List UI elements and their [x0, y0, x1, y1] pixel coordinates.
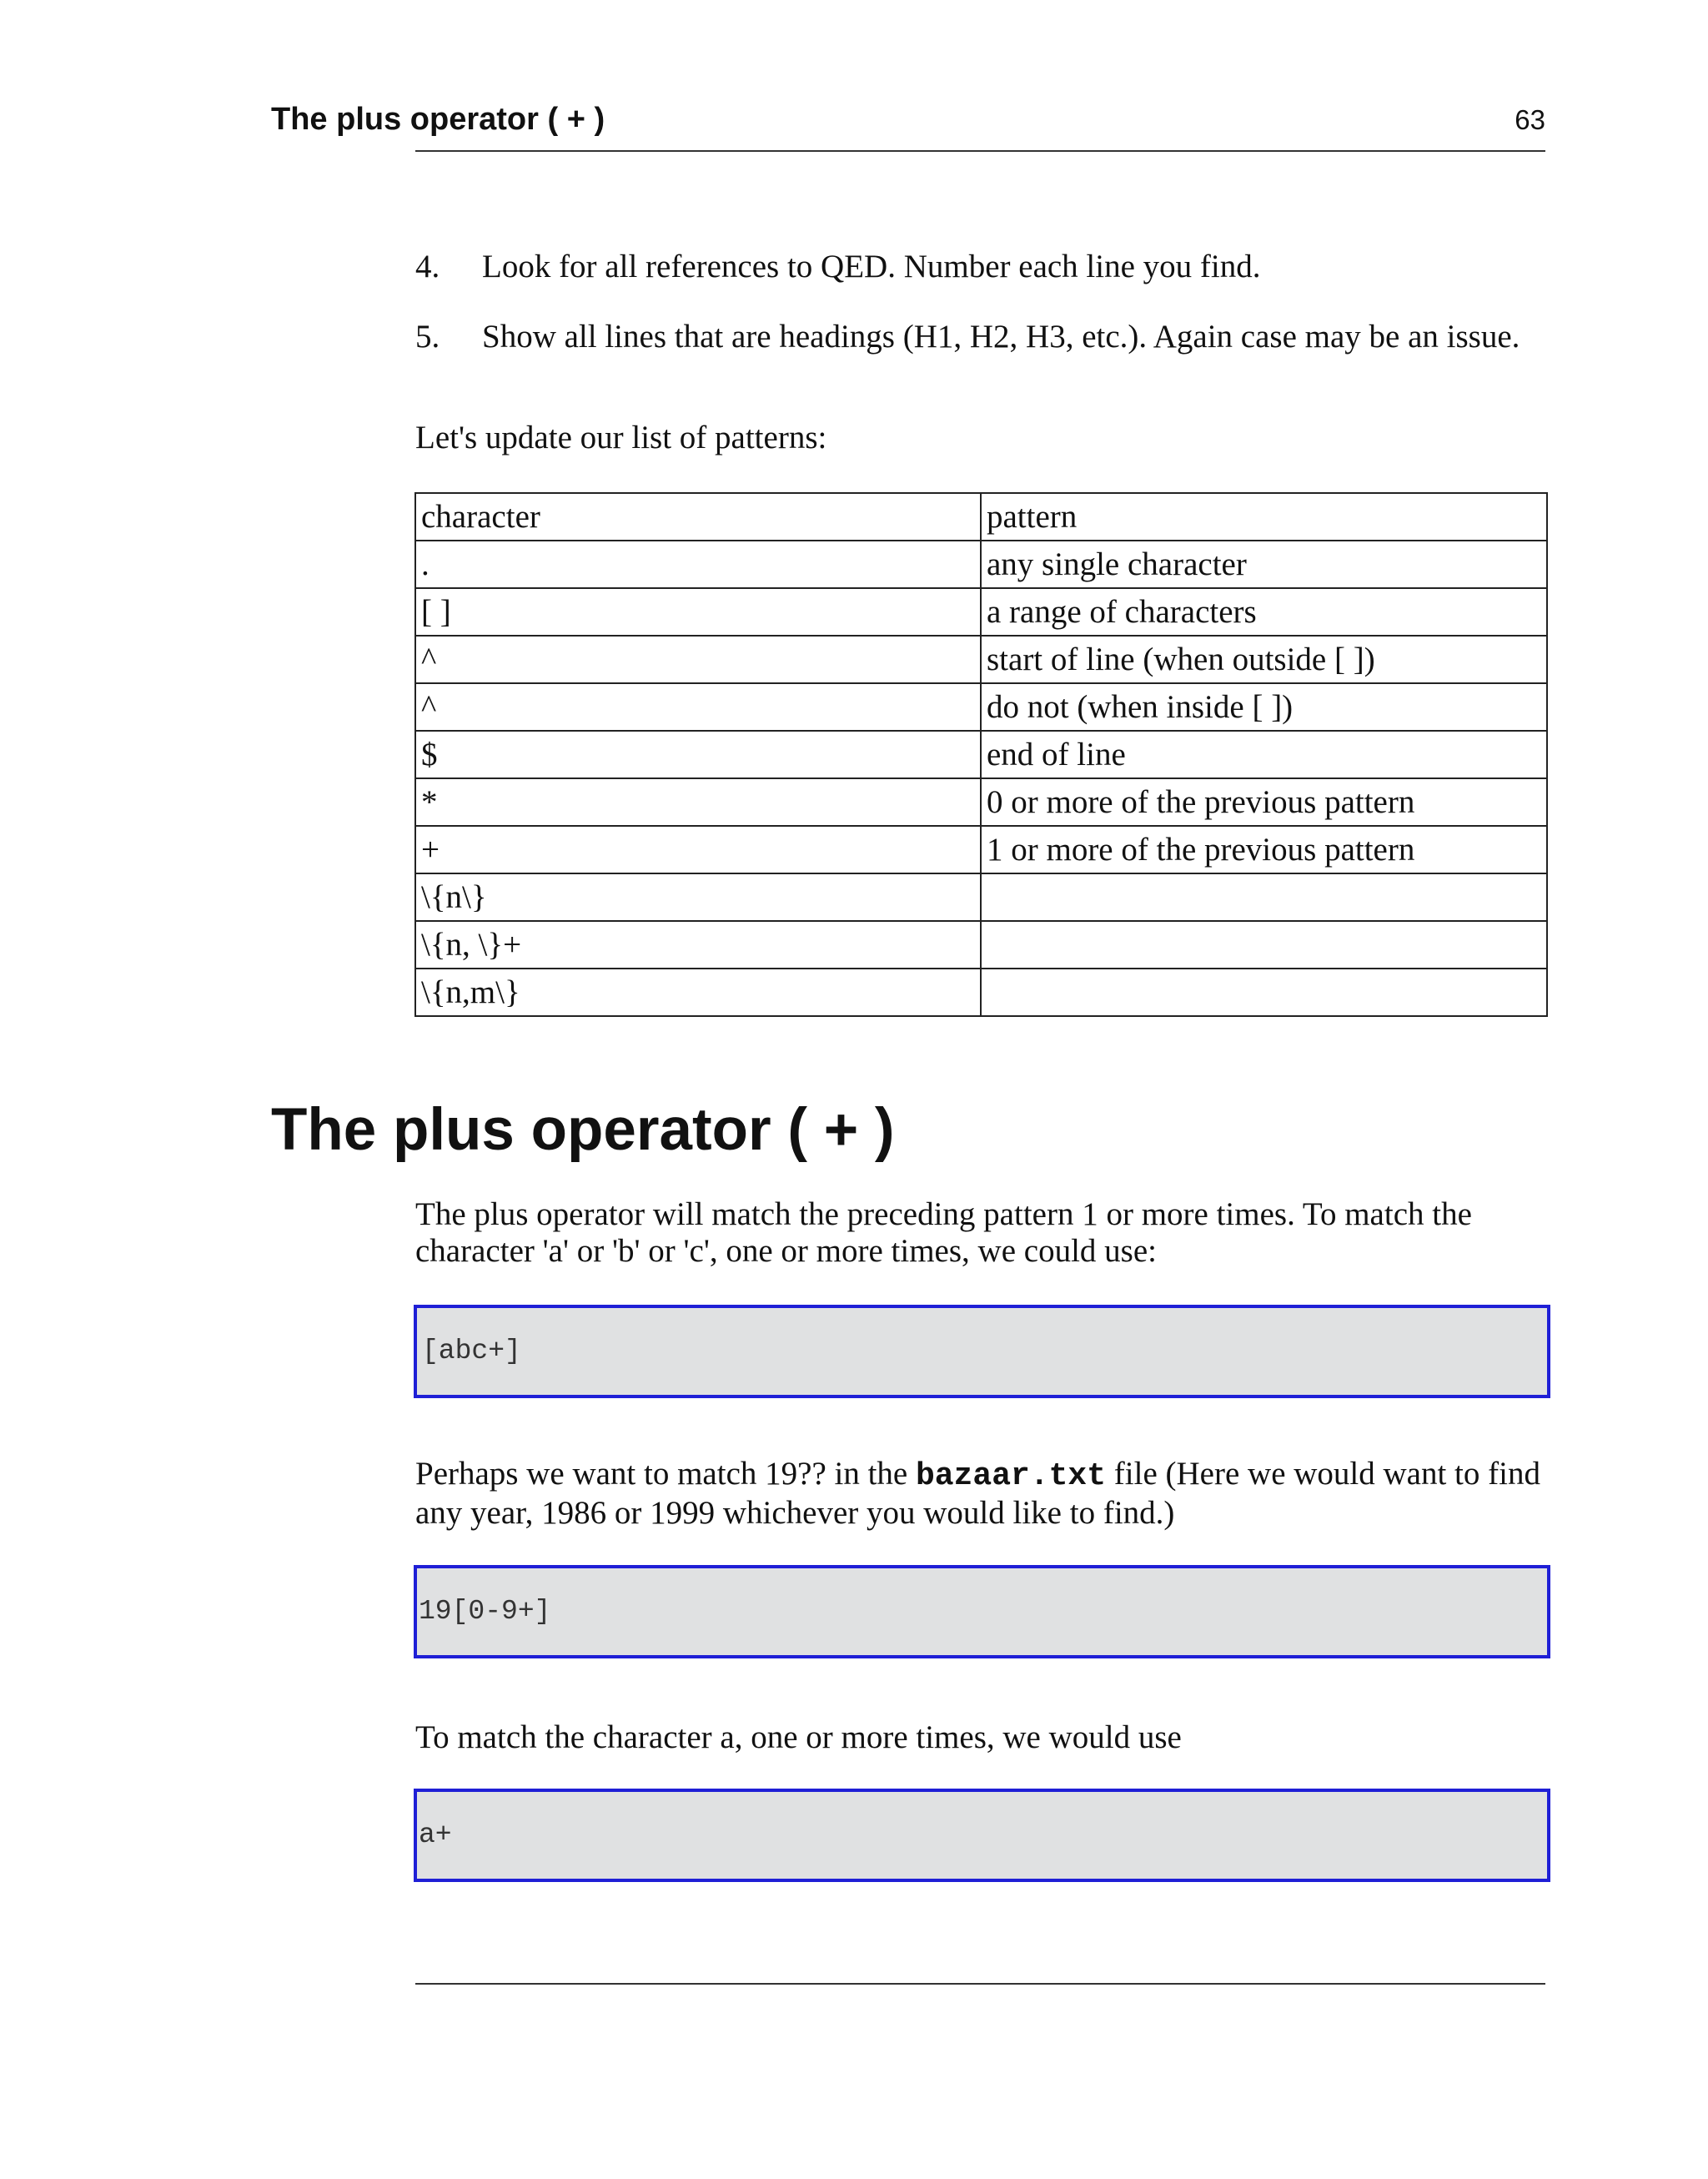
- table-cell-character: \{n,m\}: [415, 969, 981, 1016]
- list-item-text: Show all lines that are headings (H1, H2, H3, etc.). Again case may be an issue.: [482, 319, 1520, 355]
- table-cell-character: *: [415, 778, 981, 826]
- table-row: [415, 636, 1547, 683]
- table-cell-character: $: [415, 731, 981, 778]
- table-row: [415, 683, 1547, 731]
- code-example-text: 19[0-9+]: [419, 1596, 551, 1627]
- list-item: [415, 312, 1583, 362]
- table-row: [415, 731, 1547, 778]
- table-header-cell: pattern: [981, 493, 1547, 541]
- table-cell-character: \{n\}: [415, 873, 981, 921]
- table-cell-character: ^: [415, 636, 981, 683]
- intro-paragraph: Let's update our list of patterns:: [415, 420, 827, 455]
- table-cell-character: .: [415, 541, 981, 588]
- table-cell-pattern: end of line: [981, 731, 1547, 778]
- table-row: [415, 826, 1547, 873]
- inline-filename: bazaar.txt: [916, 1458, 1107, 1494]
- table-cell-character: ^: [415, 683, 981, 731]
- table-cell-pattern: start of line (when outside [ ]): [981, 636, 1547, 683]
- code-example-text: a+: [419, 1819, 452, 1850]
- table-cell-character: \{n, \}+: [415, 921, 981, 969]
- footer-rule: [415, 1983, 1545, 1985]
- plus-operator-paragraph: The plus operator will match the preceding pattern 1 or more times. To match the character 'a' or 'b' or 'c', one or more times, we could use:: [415, 1196, 1472, 1269]
- table-cell-pattern: [981, 969, 1547, 1016]
- exercise-list: [415, 242, 1583, 382]
- match-a-paragraph: To match the character a, one or more times, we would use: [415, 1719, 1182, 1755]
- table-row: [415, 969, 1547, 1016]
- table-row: [415, 778, 1547, 826]
- table-header-row: [415, 493, 1547, 541]
- header-rule: [415, 150, 1545, 152]
- table-cell-pattern: 0 or more of the previous pattern: [981, 778, 1547, 826]
- list-item: [415, 242, 1583, 292]
- table-row: [415, 921, 1547, 969]
- code-example-box: [414, 1305, 1550, 1398]
- table-row: [415, 541, 1547, 588]
- code-example-box: [414, 1565, 1550, 1658]
- list-item-text: Look for all references to QED. Number each line you find.: [482, 249, 1261, 284]
- table-row: [415, 588, 1547, 636]
- year-paragraph: [415, 1456, 1550, 1532]
- running-header: [271, 98, 1545, 140]
- running-header-title: The plus operator ( + ): [271, 102, 605, 137]
- table-cell-character: +: [415, 826, 981, 873]
- table-cell-pattern: do not (when inside [ ]): [981, 683, 1547, 731]
- section-heading: The plus operator ( + ): [271, 1097, 895, 1163]
- table-cell-pattern: 1 or more of the previous pattern: [981, 826, 1547, 873]
- list-item-number: 4.: [415, 249, 440, 284]
- code-example-text: [abc+]: [422, 1336, 521, 1366]
- table-cell-pattern: [981, 873, 1547, 921]
- table-cell-pattern: a range of characters: [981, 588, 1547, 636]
- table-cell-pattern: [981, 921, 1547, 969]
- table-cell-character: [ ]: [415, 588, 981, 636]
- year-paragraph-text: Perhaps we want to match 19?? in the: [415, 1456, 916, 1492]
- table-row: [415, 873, 1547, 921]
- code-example-box: [414, 1789, 1550, 1882]
- list-item-number: 5.: [415, 319, 440, 355]
- table-header-cell: character: [415, 493, 981, 541]
- page-number: 63: [1515, 104, 1545, 135]
- table-cell-pattern: any single character: [981, 541, 1547, 588]
- year-paragraph-text: file (Here we would want to find any year, 1986 or 1999 whichever you would like to find.): [415, 1456, 1540, 1531]
- patterns-table: [414, 492, 1548, 1017]
